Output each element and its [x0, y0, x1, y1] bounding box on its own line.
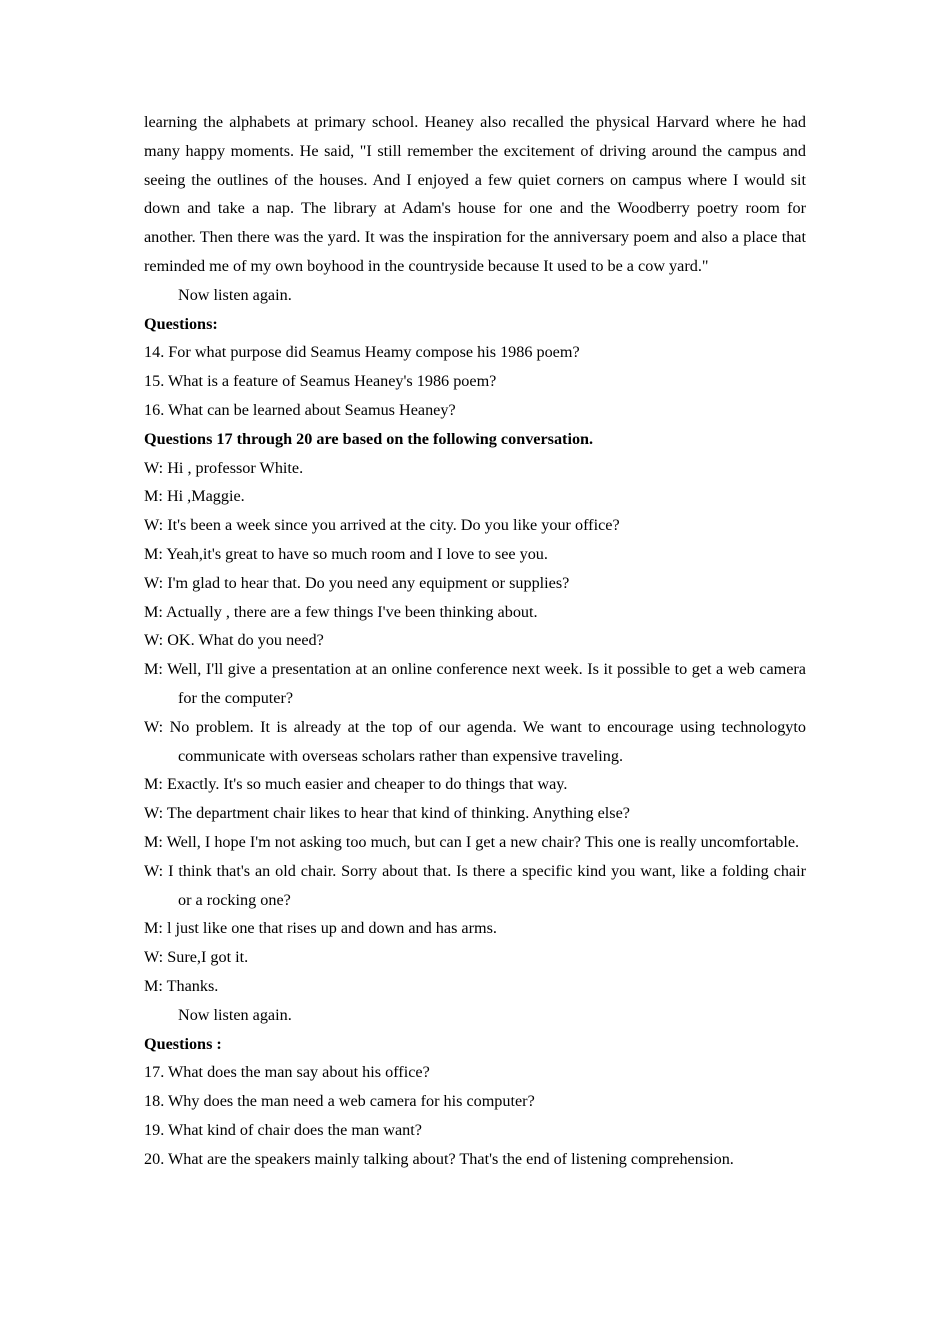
paragraph-dialogue-m-7: M: l just like one that rises up and down and has arms. — [144, 919, 497, 938]
heading-questions-1: Questions: — [144, 314, 218, 333]
paragraph-question-16: 16. What can be learned about Seamus Heaney? — [144, 400, 456, 419]
paragraph-dialogue-m-2: M: Yeah,it's great to have so much room and I love to see you. — [144, 544, 548, 563]
paragraph-dialogue-w-4: W: OK. What do you need? — [144, 631, 324, 650]
paragraph-question-20: 20. What are the speakers mainly talking about? That's the end of listening comprehension. — [144, 1149, 734, 1168]
paragraph-narration-continued: learning the alphabets at primary school. Heaney also recalled the physical Harvard where he had many happy moments. He said, "I still remember the excitement of driving around the campus and seeing the outlines of the houses. And I enjoyed a few quiet corners on campus where I would sit down and take a nap. The library at Adam's house for one and the Woodberry poetry room for another. Then there was the yard. It was the inspiration for the anniversary poem and also a place that reminded me of my own boyhood in the countryside because It used to be a cow yard." — [144, 113, 806, 275]
paragraph-dialogue-m-4: M: Well, I'll give a presentation at an online conference next week. Is it possible to get a web camera for the computer? — [144, 660, 806, 707]
paragraph-question-15: 15. What is a feature of Seamus Heaney's 1986 poem? — [144, 372, 497, 391]
heading-questions-2: Questions : — [144, 1034, 222, 1053]
paragraph-dialogue-w-7: W: I think that's an old chair. Sorry about that. Is there a specific kind you want, like a folding chair or a rocking one? — [144, 861, 806, 909]
paragraph-dialogue-m-8: M: Thanks. — [144, 976, 219, 995]
heading-questions-17-20: Questions 17 through 20 are based on the following conversation. — [144, 429, 594, 448]
paragraph-question-19: 19. What kind of chair does the man want? — [144, 1120, 422, 1139]
paragraph-dialogue-w-1: W: Hi , professor White. — [144, 458, 304, 477]
paragraph-dialogue-w-5: W: No problem. It is already at the top of our agenda. We want to encourage using technologyto communicate with overseas scholars rather than expensive traveling. — [144, 717, 806, 765]
paragraph-question-14: 14. For what purpose did Seamus Heamy compose his 1986 poem? — [144, 343, 580, 362]
paragraph-dialogue-w-2: W: It's been a week since you arrived at the city. Do you like your office? — [144, 516, 620, 535]
paragraph-dialogue-m-5: M: Exactly. It's so much easier and cheaper to do things that way. — [144, 775, 568, 794]
paragraph-now-listen-again-2: Now listen again. — [178, 1005, 292, 1024]
paragraph-question-17: 17. What does the man say about his office? — [144, 1063, 430, 1082]
paragraph-dialogue-w-3: W: I'm glad to hear that. Do you need any equipment or supplies? — [144, 573, 570, 592]
paragraph-dialogue-m-1: M: Hi ,Maggie. — [144, 487, 245, 506]
paragraph-dialogue-m-3: M: Actually , there are a few things I've been thinking about. — [144, 602, 538, 621]
paragraph-now-listen-again-1: Now listen again. — [178, 285, 292, 304]
paragraph-dialogue-w-6: W: The department chair likes to hear that kind of thinking. Anything else? — [144, 804, 630, 823]
paragraph-question-18: 18. Why does the man need a web camera for his computer? — [144, 1092, 535, 1111]
document-body — [144, 108, 806, 1173]
paragraph-dialogue-w-8: W: Sure,I got it. — [144, 948, 249, 967]
paragraph-dialogue-m-6: M: Well, I hope I'm not asking too much, but can I get a new chair? This one is really uncomfortable. — [144, 832, 800, 851]
